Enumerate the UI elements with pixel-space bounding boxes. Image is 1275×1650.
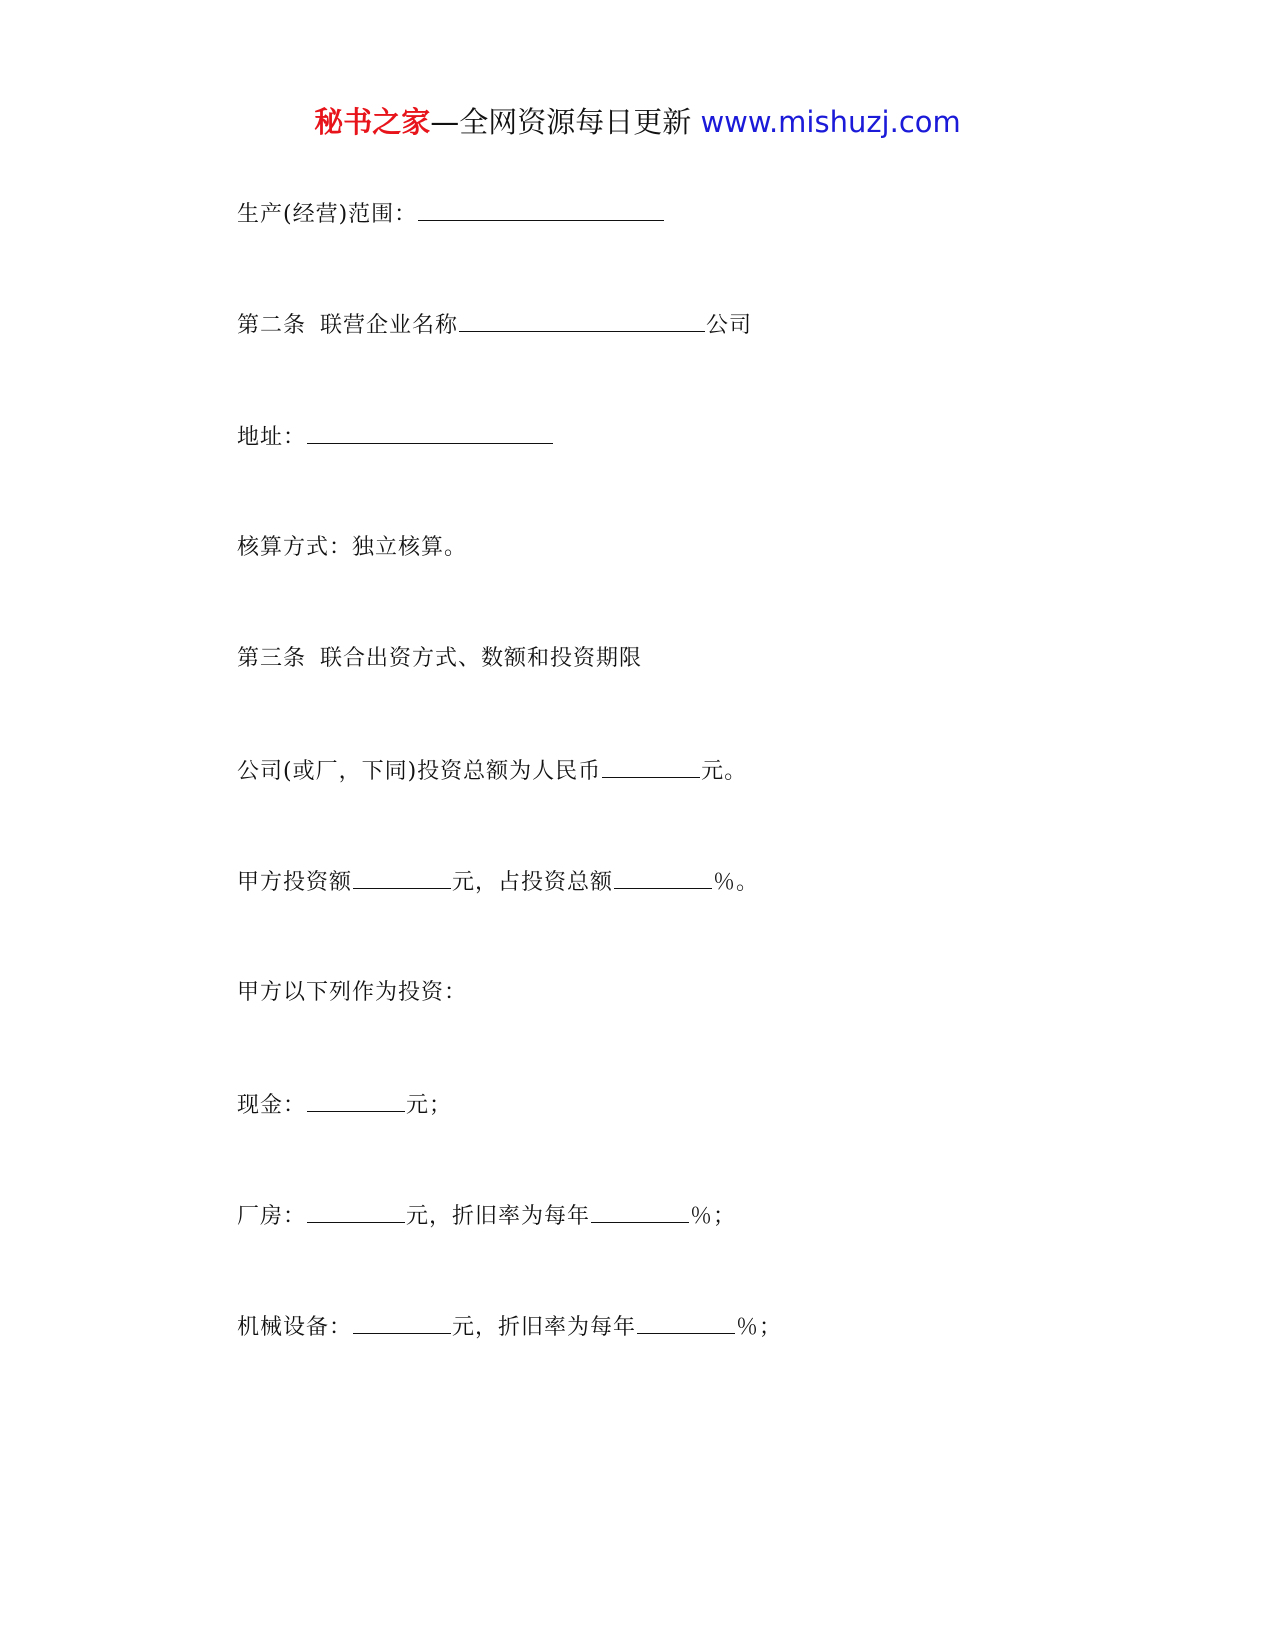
scope-blank[interactable] <box>418 198 664 221</box>
machinery-depreciation-label: 元，折旧率为每年 <box>452 1315 637 1340</box>
plant-label: 厂房： <box>237 1204 307 1229</box>
machinery-depreciation-blank[interactable] <box>637 1311 735 1334</box>
brand-name: 秘书之家 <box>314 105 431 139</box>
party-a-investment-line <box>237 866 759 899</box>
address-blank[interactable] <box>307 421 553 444</box>
article-three-number: 第三条 <box>237 646 307 671</box>
machinery-depreciation-unit: ％； <box>736 1315 783 1340</box>
enterprise-name-label: 联营企业名称 <box>320 313 459 338</box>
site-url-link[interactable]: www.mishuzj.com <box>700 105 961 139</box>
scope-label: 生产(经营)范围： <box>237 202 418 227</box>
machinery-amount-blank[interactable] <box>353 1311 451 1334</box>
company-suffix: 公司 <box>706 313 753 338</box>
plant-amount-blank[interactable] <box>307 1200 405 1223</box>
article-three-line <box>237 643 642 675</box>
plant-depreciation-label: 元，折旧率为每年 <box>406 1204 591 1229</box>
machinery-label: 机械设备： <box>237 1315 353 1340</box>
cash-line <box>237 1089 452 1122</box>
total-investment-blank[interactable] <box>602 755 700 778</box>
party-a-percent-unit: ％。 <box>713 870 760 895</box>
address-label: 地址： <box>237 425 307 450</box>
machinery-line <box>237 1311 782 1344</box>
party-a-percent-blank[interactable] <box>614 866 712 889</box>
article-two-number: 第二条 <box>237 313 307 338</box>
plant-depreciation-blank[interactable] <box>591 1200 689 1223</box>
cash-blank[interactable] <box>307 1089 405 1112</box>
party-a-investment-label: 甲方投资额 <box>237 870 353 895</box>
plant-line <box>237 1200 736 1233</box>
cash-label: 现金： <box>237 1093 307 1118</box>
accounting-text: 核算方式：独立核算。 <box>237 535 468 560</box>
enterprise-name-blank[interactable] <box>459 309 705 332</box>
party-a-contributions-text: 甲方以下列作为投资： <box>237 980 468 1005</box>
party-a-amount-blank[interactable] <box>353 866 451 889</box>
site-header <box>0 100 1275 144</box>
total-investment-line <box>237 755 747 788</box>
accounting-line <box>237 532 467 564</box>
scope-line <box>237 198 665 231</box>
party-a-contributions-line <box>237 977 467 1009</box>
address-line <box>237 421 554 454</box>
header-tagline: —全网资源每日更新 <box>430 105 692 139</box>
article-three-title: 联合出资方式、数额和投资期限 <box>320 646 643 671</box>
plant-depreciation-unit: ％； <box>690 1204 737 1229</box>
article-two-line <box>237 309 752 342</box>
party-a-share-label: 元，占投资总额 <box>452 870 614 895</box>
cash-unit: 元； <box>406 1093 453 1118</box>
total-investment-unit: 元。 <box>701 759 748 784</box>
total-investment-label: 公司(或厂，下同)投资总额为人民币 <box>237 759 602 784</box>
